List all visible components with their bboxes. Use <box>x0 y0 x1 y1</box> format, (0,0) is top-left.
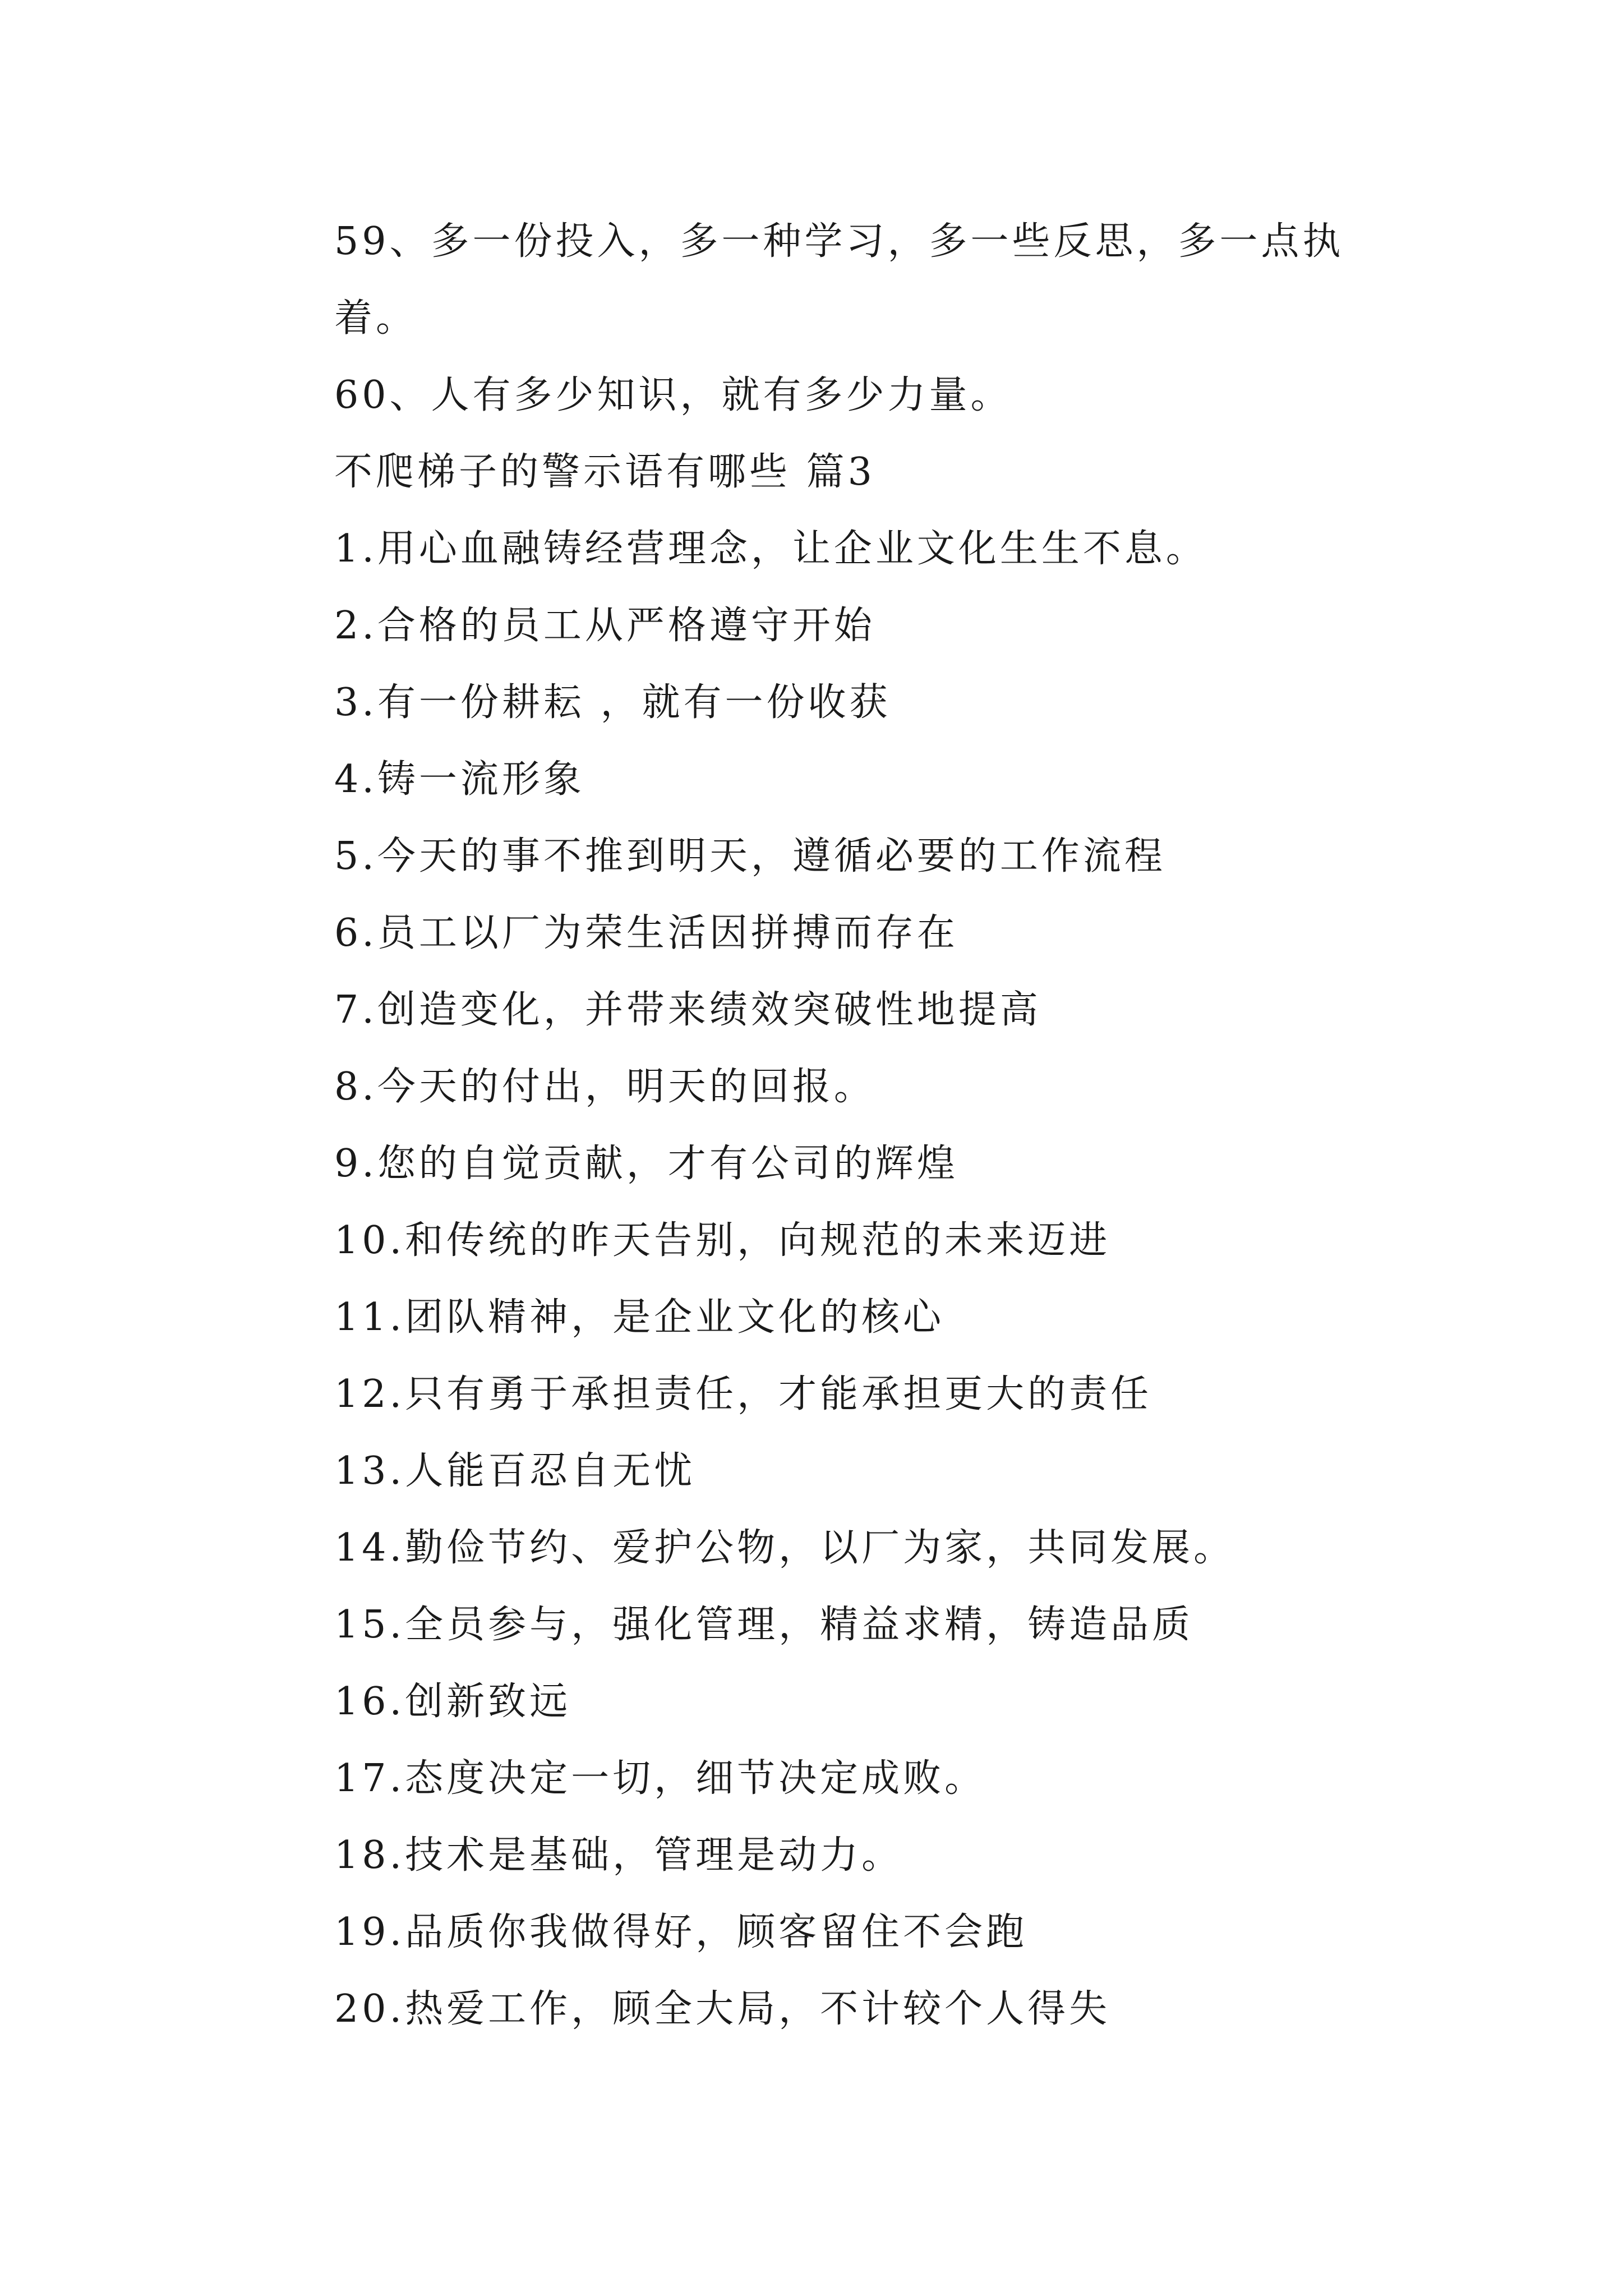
list-item: 9.您的自觉贡献，才有公司的辉煌 <box>334 1142 958 1186</box>
paragraph-item-60: 60、人有多少知识，就有多少力量。 <box>334 373 1012 417</box>
document-body <box>247 203 1391 2047</box>
list-item: 7.创造变化，并带来绩效突破性地提高 <box>334 988 1041 1032</box>
list-item: 14.勤俭节约、爱护公物，以厂为家，共同发展。 <box>334 1526 1235 1570</box>
list-item: 17.态度决定一切，细节决定成败。 <box>334 1756 986 1801</box>
list-item: 20.热爱工作，顾全大局，不计较个人得失 <box>334 1987 1111 2031</box>
list-item: 3.有一份耕耘 ，就有一份收获 <box>334 680 891 725</box>
list-item: 19.品质你我做得好，顾客留住不会跑 <box>334 1910 1028 1954</box>
list-item: 10.和传统的昨天告别，向规范的未来迈进 <box>334 1218 1111 1263</box>
list-item: 1.用心血融铸经营理念，让企业文化生生不息。 <box>334 527 1207 571</box>
list-item: 16.创新致远 <box>334 1680 571 1724</box>
list-item: 2.合格的员工从严格遵守开始 <box>334 604 875 648</box>
list-item: 13.人能百忍自无忧 <box>334 1449 696 1493</box>
list-item: 12.只有勇于承担责任，才能承担更大的责任 <box>334 1372 1152 1416</box>
list-item: 11.团队精神，是企业文化的核心 <box>334 1295 945 1340</box>
list-item: 4.铸一流形象 <box>334 757 585 802</box>
list-item: 6.员工以厂为荣生活因拼搏而存在 <box>334 911 958 955</box>
list-item: 15.全员参与，强化管理，精益求精，铸造品质 <box>334 1603 1194 1647</box>
list-item: 5.今天的事不推到明天，遵循必要的工作流程 <box>334 834 1166 878</box>
section-heading: 不爬梯子的警示语有哪些 篇3 <box>334 450 875 494</box>
paragraph-item-59: 59、多一份投入，多一种学习，多一些反思，多一点执着。 <box>334 219 1344 341</box>
list-item: 18.技术是基础，管理是动力。 <box>334 1833 903 1878</box>
list-item: 8.今天的付出，明天的回报。 <box>334 1065 875 1109</box>
